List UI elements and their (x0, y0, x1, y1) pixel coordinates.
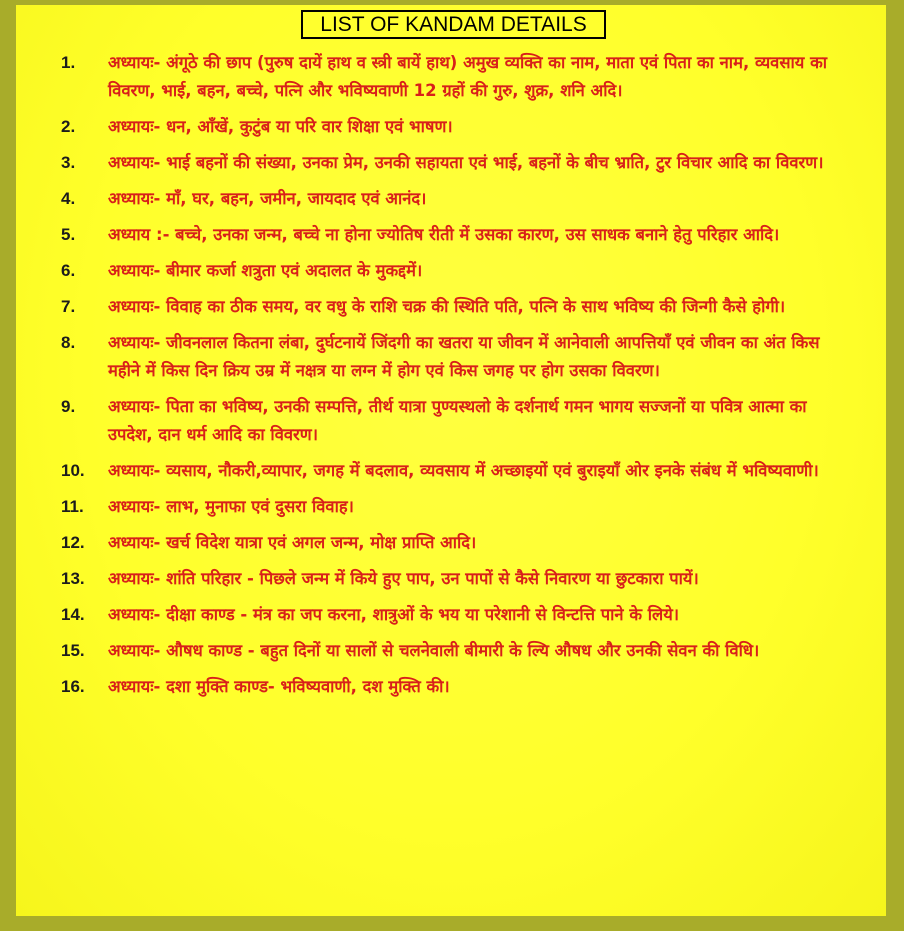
list-item (16, 293, 886, 321)
list-item (16, 565, 886, 593)
list-item (16, 393, 886, 449)
item-number: 14. (61, 605, 85, 624)
item-text: अध्यायः- धन, आँखें, कुटुंब या परि वार शिक्षा एवं भाषण। (108, 117, 453, 136)
list-item (16, 673, 886, 701)
item-number: 3. (61, 153, 76, 172)
kandam-details-panel (16, 5, 886, 916)
item-text: अध्यायः- अंगूठे की छाप (पुरुष दायें हाथ व स्त्री बायें हाथ) अमुख व्यक्ति का नाम, माता एवं पिता का नाम, व्यवसाय का विवरण, भाई, बहन, बच्चे, पत्नि और भविष्यवाणी 12 ग्रहों की गुरु, शुक्र, शनि अदि। (108, 53, 828, 100)
item-number: 15. (61, 641, 85, 660)
item-text: अध्यायः- जीवनलाल कितना लंबा, दुर्घटनायें जिंदगी का खतरा या जीवन में आनेवाली आपत्तियाँ एवं जीवन का अंत किस महीने में किस दिन क्रिय उम्र में नक्षत्र या लग्न में होग एवं किस जगह पर होग उसका विवरण। (108, 333, 820, 380)
list-item (16, 113, 886, 141)
item-text: अध्यायः- दशा मुक्ति काण्ड- भविष्यवाणी, दश मुक्ति की। (108, 677, 450, 696)
item-number: 10. (61, 461, 85, 480)
item-text: अध्यायः- माँ, घर, बहन, जमीन, जायदाद एवं आनंद। (108, 189, 427, 208)
item-text: अध्यायः- पिता का भविष्य, उनकी सम्पत्ति, तीर्थ यात्रा पुण्यस्थलो के दर्शनार्थ गमन भागय सज्जनों या पवित्र आत्मा का उपदेश, दान धर्म आदि का विवरण। (108, 397, 807, 444)
page-title: LIST OF KANDAM DETAILS (301, 10, 606, 39)
item-number: 12. (61, 533, 85, 552)
item-number: 16. (61, 677, 85, 696)
item-text: अध्यायः- विवाह का ठीक समय, वर वधु के राशि चक्र की स्थिति पति, पत्नि के साथ भविष्य की जिन्गी कैसे होगी। (108, 297, 786, 316)
item-number: 11. (61, 497, 84, 516)
item-text: अध्यायः- भाई बहनों की संख्या, उनका प्रेम, उनकी सहायता एवं भाई, बहनों के बीच भ्राति, टुर विचार आदि का विवरण। (108, 153, 824, 172)
list-item (16, 221, 886, 249)
item-number: 5. (61, 225, 76, 244)
item-text: अध्यायः- लाभ, मुनाफा एवं दुसरा विवाह। (108, 497, 354, 516)
kandam-list (16, 49, 886, 709)
item-number: 4. (61, 189, 76, 208)
list-item (16, 185, 886, 213)
item-text: अध्यायः- बीमार कर्जा शत्रुता एवं अदालत के मुकद्दमें। (108, 261, 423, 280)
item-text: अध्यायः- दीक्षा काण्ड - मंत्र का जप करना, शात्रुओं के भय या परेशानी से विन्टत्ति पाने के लिये। (108, 605, 680, 624)
item-text: अध्यायः- औषध काण्ड - बहुत दिनों या सालों से चलनेवाली बीमारी के ल्यि औषध और उनकी सेवन की विधि। (108, 641, 760, 660)
item-number: 1. (61, 53, 76, 72)
item-number: 7. (61, 297, 76, 316)
list-item (16, 601, 886, 629)
item-number: 13. (61, 569, 85, 588)
item-number: 6. (61, 261, 76, 280)
item-number: 9. (61, 397, 76, 416)
item-text: अध्यायः- शांति परिहार - पिछले जन्म में किये हुए पाप, उन पापों से कैसे निवारण या छुटकारा पायें। (108, 569, 699, 588)
list-item (16, 149, 886, 177)
item-text: अध्यायः- खर्च विदेश यात्रा एवं अगल जन्म, मोक्ष प्राप्ति आदि। (108, 533, 477, 552)
list-item (16, 457, 886, 485)
item-number: 2. (61, 117, 76, 136)
list-item (16, 329, 886, 385)
list-item (16, 257, 886, 285)
item-text: अध्याय :- बच्चे, उनका जन्म, बच्चे ना होना ज्योतिष रीती में उसका कारण, उस साधक बनाने हेतु परिहार आदि। (108, 225, 780, 244)
list-item (16, 529, 886, 557)
list-item (16, 49, 886, 105)
list-item (16, 637, 886, 665)
item-number: 8. (61, 333, 76, 352)
item-text: अध्यायः- व्यसाय, नौकरी,व्यापार, जगह में बदलाव, व्यवसाय में अच्छाइयों एवं बुराइयाँ ओर इनके संबंध में भविष्यवाणी। (108, 461, 819, 480)
list-item (16, 493, 886, 521)
